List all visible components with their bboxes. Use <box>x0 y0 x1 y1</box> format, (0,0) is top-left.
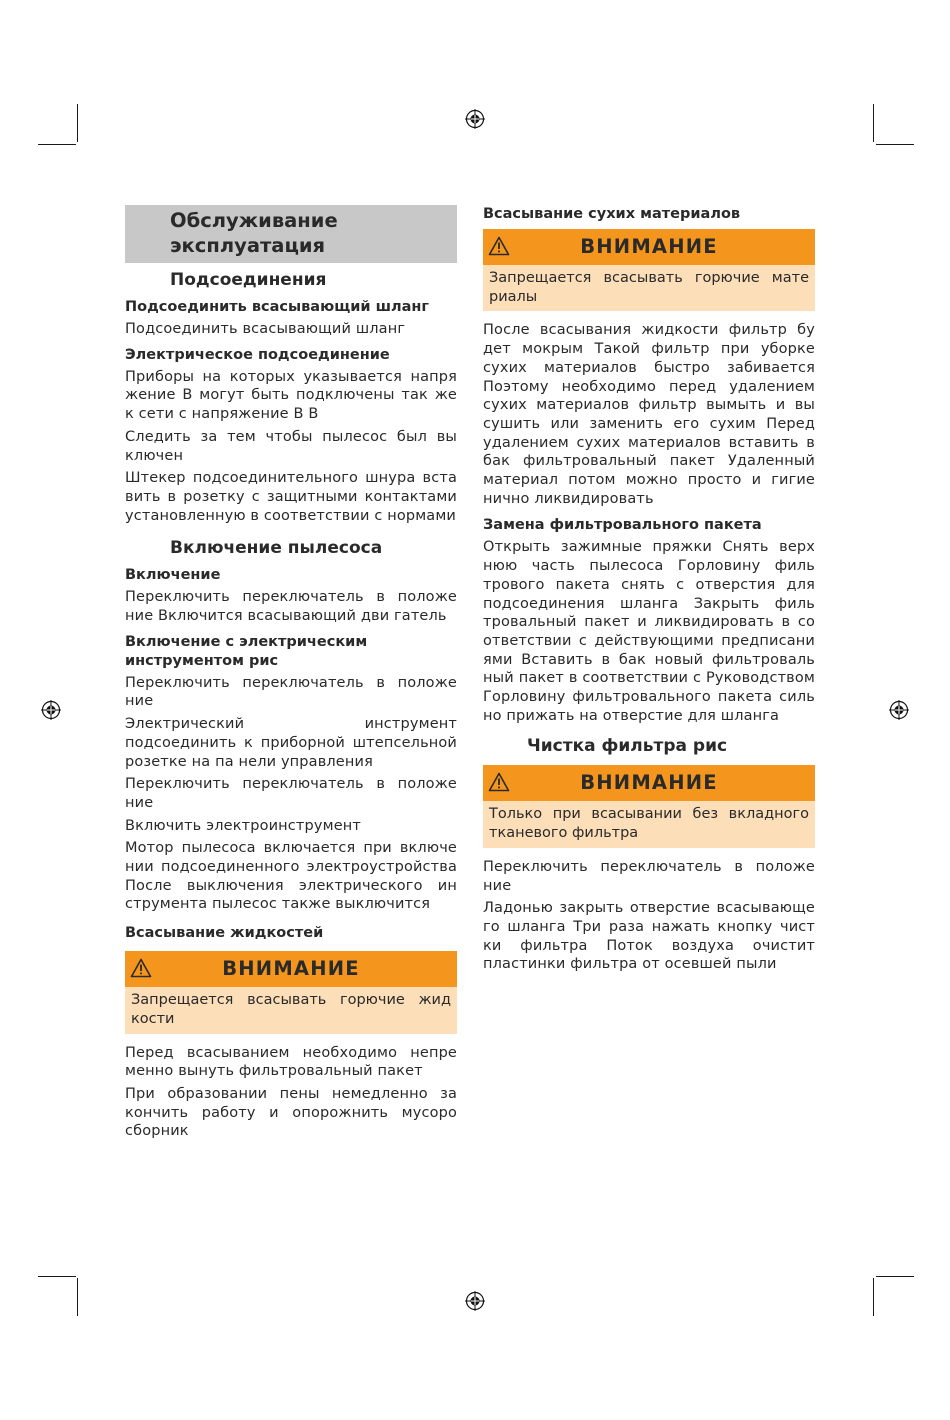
liquids-paragraph: Перед всасыванием необходимо непре менно вынуть фильтровальный пакет <box>125 1044 457 1080</box>
tool-paragraph: Включить электроинструмент <box>125 817 361 834</box>
crop-mark <box>876 1276 914 1277</box>
crop-mark <box>77 104 78 142</box>
right-column <box>483 205 815 978</box>
hose-heading: Подсоединить всасывающий шланг <box>125 299 429 315</box>
filter-clean-paragraph: Переключить переключатель в положе ние <box>483 858 815 894</box>
warning-box <box>483 229 815 311</box>
left-column <box>125 205 457 1145</box>
registration-mark-icon <box>465 1291 485 1311</box>
dry-heading: Всасывание сухих материалов <box>483 206 741 222</box>
warning-label: ВНИМАНИЕ <box>580 771 718 795</box>
warning-label: ВНИМАНИЕ <box>222 957 360 981</box>
warning-header <box>483 765 815 801</box>
crop-mark <box>77 1278 78 1316</box>
warning-box <box>125 951 457 1033</box>
crop-mark <box>38 144 76 145</box>
switch-text: Переключить переключатель в положе ние Включится всасывающий дви гатель <box>125 589 457 625</box>
power-on-heading: Включение пылесоса <box>170 538 383 559</box>
registration-mark-icon <box>889 700 909 720</box>
connections-heading: Подсоединения <box>170 270 327 290</box>
registration-mark-icon <box>465 109 485 129</box>
bag-heading: Замена фильтровального пакета <box>483 517 762 534</box>
electric-paragraph: Приборы на которых указывается напря жение В могут быть подключены так же к сети с напряжение В В <box>125 368 457 423</box>
tool-heading: Включение с электрическим инструментом рис <box>125 633 368 669</box>
tool-paragraph: Электрический инструмент подсоединить к приборной штепсельной розетке на па нели управления <box>125 716 457 770</box>
warning-label: ВНИМАНИЕ <box>580 235 718 258</box>
warning-box <box>483 765 815 847</box>
electric-heading: Электрическое подсоединение <box>125 346 390 363</box>
warning-text: Запрещается всасывать горючие жид кости <box>125 987 457 1033</box>
liquids-paragraph: При образовании пены немедленно за кончить работу и опорожнить мусоро сборник <box>125 1085 457 1140</box>
crop-mark <box>873 1278 874 1316</box>
hose-text: Подсоединить всасывающий шланг <box>125 321 406 337</box>
bag-paragraph: Открыть зажимные пряжки Снять верх нюю часть пылесоса Горловину филь трового пакета снять с отверстия для подсоединения шланга Закрыть филь тровальный пакет и ликвидировать в со ответствии с действующими предписани ями Вставить в бак новый фильтроваль ный пакет в соответствии с Руководством Горловину фильтровального пакета силь но прижать на отверстие для шланга <box>483 539 815 724</box>
section-header <box>125 205 457 263</box>
crop-mark <box>38 1276 76 1277</box>
switch-heading: Включение <box>125 567 221 584</box>
warning-header <box>483 229 815 265</box>
section-title-line1: Обслуживание <box>170 209 338 232</box>
crop-mark <box>876 144 914 145</box>
warning-text: Только при всасывании без вкладного тканевого фильтра <box>483 801 815 847</box>
tool-paragraph: Переключить переключатель в положе ние <box>125 674 457 710</box>
warning-header <box>125 951 457 987</box>
filter-clean-heading: Чистка фильтра рис <box>527 736 728 757</box>
tool-paragraph: Переключить переключатель в положе ние <box>125 776 457 811</box>
tool-paragraph: Мотор пылесоса включается при включе нии подсоединенного электроустройства После выключения электрического ин струмента пылесос также выключится <box>125 840 457 913</box>
filter-clean-paragraph: Ладонью закрыть отверстие всасывающе го шланга Три раза нажать кнопку чист ки фильтра Поток воздуха очистит пластинки фильтра от осевшей пыли <box>483 900 815 973</box>
liquids-heading: Всасывание жидкостей <box>125 925 324 942</box>
registration-mark-icon <box>41 700 61 720</box>
electric-paragraph: Следить за тем чтобы пылесос был вы ключен <box>125 428 457 464</box>
electric-paragraph: Штекер подсоединительного шнура вста вить в розетку с защитными контактами установленную в соответствии с нормами <box>125 470 457 524</box>
section-title-line2: эксплуатация <box>170 234 326 257</box>
crop-mark <box>873 104 874 142</box>
dry-paragraph: После всасывания жидкости фильтр бу дет мокрым Такой фильтр при уборке сухих материалов быстро забивается Поэтому необходимо перед удалением сухих материалов фильтр вымыть и вы сушить или заменить его сухим Перед удалением сухих материалов вставить в бак фильтровальный пакет Удаленный материал потом можно просто и гигие нично ликвидировать <box>483 322 815 507</box>
warning-text: Запрещается всасывать горючие мате риалы <box>483 265 815 311</box>
